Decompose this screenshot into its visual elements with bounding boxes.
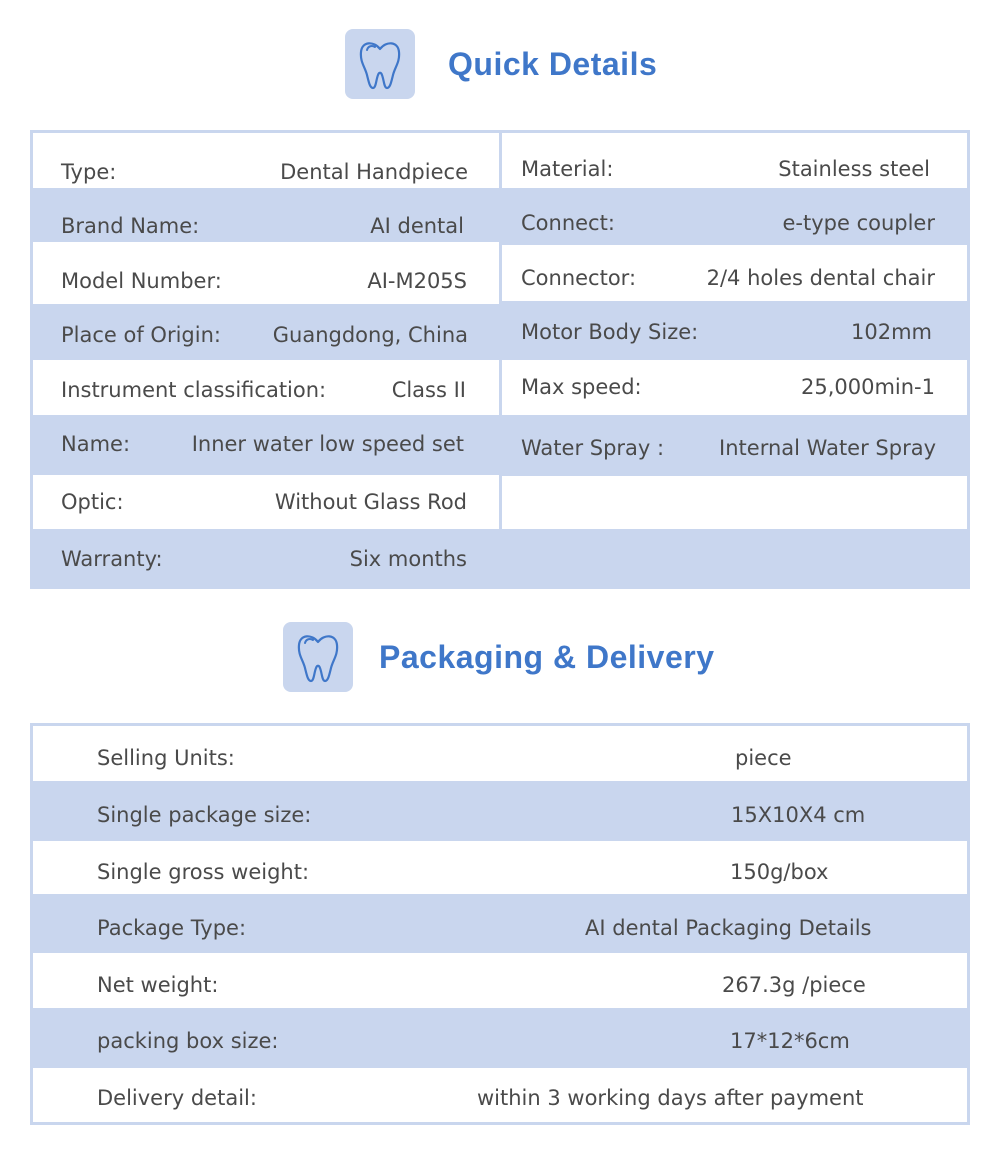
spec-label: Connect: [521, 211, 615, 235]
spec-value: Class II [391, 378, 466, 402]
pack-value: piece [735, 746, 792, 770]
spec-value: Internal Water Spray [719, 436, 936, 460]
spec-label: Type: [61, 160, 117, 184]
spec-value: Dental Handpiece [280, 160, 468, 184]
pack-label: packing box size: [97, 1029, 279, 1053]
quick-details-table [30, 130, 970, 589]
pack-value: 150g/box [730, 860, 829, 884]
spec-label: Model Number: [61, 269, 222, 293]
pack-value: within 3 working days after payment [477, 1086, 864, 1110]
pack-label: Single package size: [97, 803, 312, 827]
stripe [502, 529, 967, 589]
pack-label: Single gross weight: [97, 860, 310, 884]
pack-value: AI dental Packaging Details [585, 916, 872, 940]
spec-value: e-type coupler [782, 211, 935, 235]
spec-label: Place of Origin: [61, 323, 221, 347]
spec-label: Motor Body Size: [521, 320, 699, 344]
spec-value: AI dental [370, 214, 464, 238]
pack-label: Net weight: [97, 973, 219, 997]
spec-value: 102mm [851, 320, 932, 344]
spec-value: 25,000min-1 [800, 375, 935, 399]
spec-value: Six months [349, 547, 467, 571]
pack-label: Package Type: [97, 916, 247, 940]
spec-value: AI-M205S [367, 269, 467, 293]
pack-value: 17*12*6cm [730, 1029, 850, 1053]
spec-value: Stainless steel [778, 157, 930, 181]
quick-details-header [345, 29, 657, 99]
pack-label: Delivery detail: [97, 1086, 257, 1110]
packaging-title: Packaging & Delivery [379, 638, 715, 675]
spec-value: Guangdong, China [272, 323, 468, 347]
spec-value: Inner water low speed set [191, 432, 464, 456]
spec-label: Instrument classification: [61, 378, 327, 402]
pack-label: Selling Units: [97, 746, 235, 770]
spec-value: 2/4 holes dental chair [706, 266, 935, 290]
packaging-header [283, 622, 714, 692]
spec-label: Max speed: [521, 375, 642, 399]
quick-details-title: Quick Details [448, 45, 658, 82]
spec-label: Optic: [61, 490, 124, 514]
tooth-icon [283, 622, 353, 692]
spec-value: Without Glass Rod [274, 490, 467, 514]
column-divider [499, 133, 502, 586]
packaging-table [30, 723, 970, 1125]
pack-value: 267.3g /piece [722, 973, 866, 997]
spec-label: Brand Name: [61, 214, 200, 238]
spec-label: Water Spray : [521, 436, 665, 460]
pack-value: 15X10X4 cm [731, 803, 866, 827]
spec-label: Connector: [521, 266, 637, 290]
tooth-icon [345, 29, 415, 99]
spec-label: Material: [521, 157, 614, 181]
spec-label: Warranty: [61, 547, 163, 571]
spec-label: Name: [61, 432, 131, 456]
